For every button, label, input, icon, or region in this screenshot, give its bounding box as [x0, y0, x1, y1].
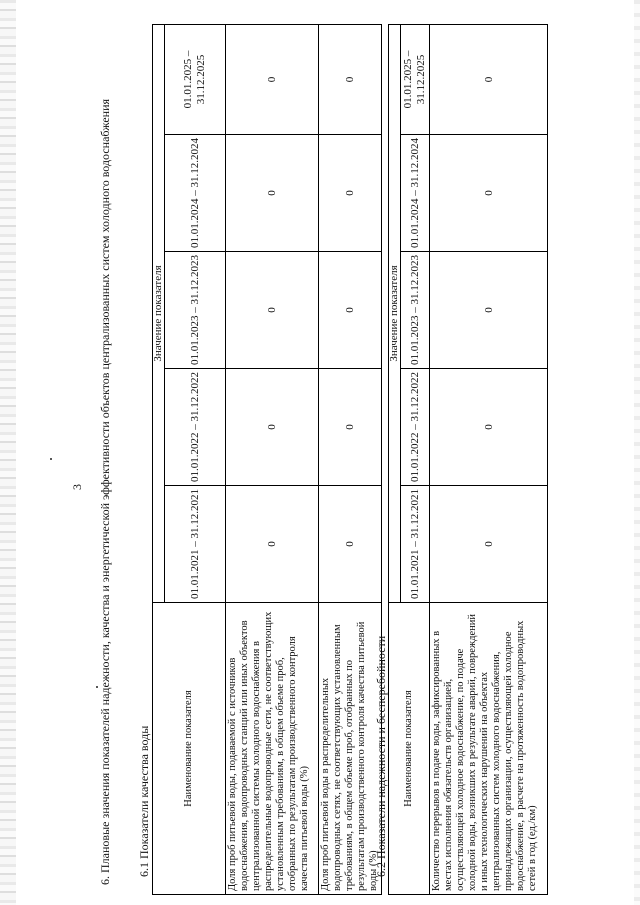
table-row — [226, 24, 319, 894]
indicator-name: Доля проб питьевой воды, подаваемой с источников водоснабжения, водопроводных станций или иных объектов централизованной системы холодного водоснабжения в распределительные водопроводные сети, не соответствующих установленным требованиям, в общем объеме проб, отобранных по результатам производственного контроля качества питьевой воды (%) — [226, 603, 319, 895]
period-header: 01.01.2024 – 31.12.2024 — [401, 135, 430, 252]
indicator-name: Доля проб питьевой воды в распределительных водопроводных сетях, не соответствующих установленным требованиям, в общем объеме проб, отобранных по результатам производственного контроля качества питьевой воды (%) — [319, 603, 382, 895]
name-column-header: Наименование показателя — [389, 603, 430, 895]
indicator-value: 0 — [226, 135, 319, 252]
indicator-value: 0 — [430, 24, 548, 134]
value-group-header: Значение показателя — [389, 24, 401, 602]
period-header: 01.01.2021 – 31.12.2021 — [165, 486, 226, 603]
indicator-value: 0 — [226, 24, 319, 134]
indicator-value: 0 — [430, 135, 548, 252]
indicator-value: 0 — [319, 486, 382, 603]
period-header: 01.01.2025 – 31.12.2025 — [401, 24, 430, 134]
subsection-title-water-quality: 6.1 Показатели качества воды — [137, 725, 151, 877]
period-header: 01.01.2025 – 31.12.2025 — [165, 24, 226, 134]
table-row — [319, 24, 382, 894]
value-group-header: Значение показателя — [153, 24, 165, 602]
period-header: 01.01.2023 – 31.12.2023 — [401, 252, 430, 369]
indicator-value: 0 — [319, 369, 382, 486]
indicator-value: 0 — [430, 486, 548, 603]
page-number: 3 — [70, 484, 84, 490]
indicator-value: 0 — [226, 252, 319, 369]
water-quality-table — [152, 24, 382, 895]
period-header: 01.01.2024 – 31.12.2024 — [165, 135, 226, 252]
indicator-value: 0 — [430, 252, 548, 369]
table-row — [430, 24, 548, 894]
section-heading: 6. Плановые значения показателей надежности, качества и энергетической эффективности объектов централизованных систем холодного водоснабжения — [98, 98, 112, 885]
indicator-value: 0 — [226, 369, 319, 486]
indicator-value: 0 — [319, 24, 382, 134]
indicator-value: 0 — [226, 486, 319, 603]
period-header: 01.01.2022 – 31.12.2022 — [165, 369, 226, 486]
period-header: 01.01.2021 – 31.12.2021 — [401, 486, 430, 603]
rotated-page — [0, 5, 630, 905]
name-column-header: Наименование показателя — [153, 603, 226, 895]
subsection-title-reliability: 6.2 Показатели надежности и бесперебойности — [374, 635, 388, 877]
indicator-name: Количество перерывов в подаче воды, зафиксированных в местах исполнения обязательств организацией, осуществляющей холодное водоснабжение, по подаче холодной воды, возникших в результате аварий, повреждений и иных технологических нарушений на объектах централизованных систем холодного водоснабжения, принадлежащих организации, осуществляющей холодное водоснабжение, в расчете на протяженность водопроводных сетей в год (ед./км) — [430, 603, 548, 895]
indicator-value: 0 — [430, 369, 548, 486]
indicator-value: 0 — [319, 252, 382, 369]
reliability-table — [388, 24, 548, 895]
period-header: 01.01.2023 – 31.12.2023 — [165, 252, 226, 369]
scan-right-edge — [634, 0, 640, 905]
indicator-value: 0 — [319, 135, 382, 252]
period-header: 01.01.2022 – 31.12.2022 — [401, 369, 430, 486]
